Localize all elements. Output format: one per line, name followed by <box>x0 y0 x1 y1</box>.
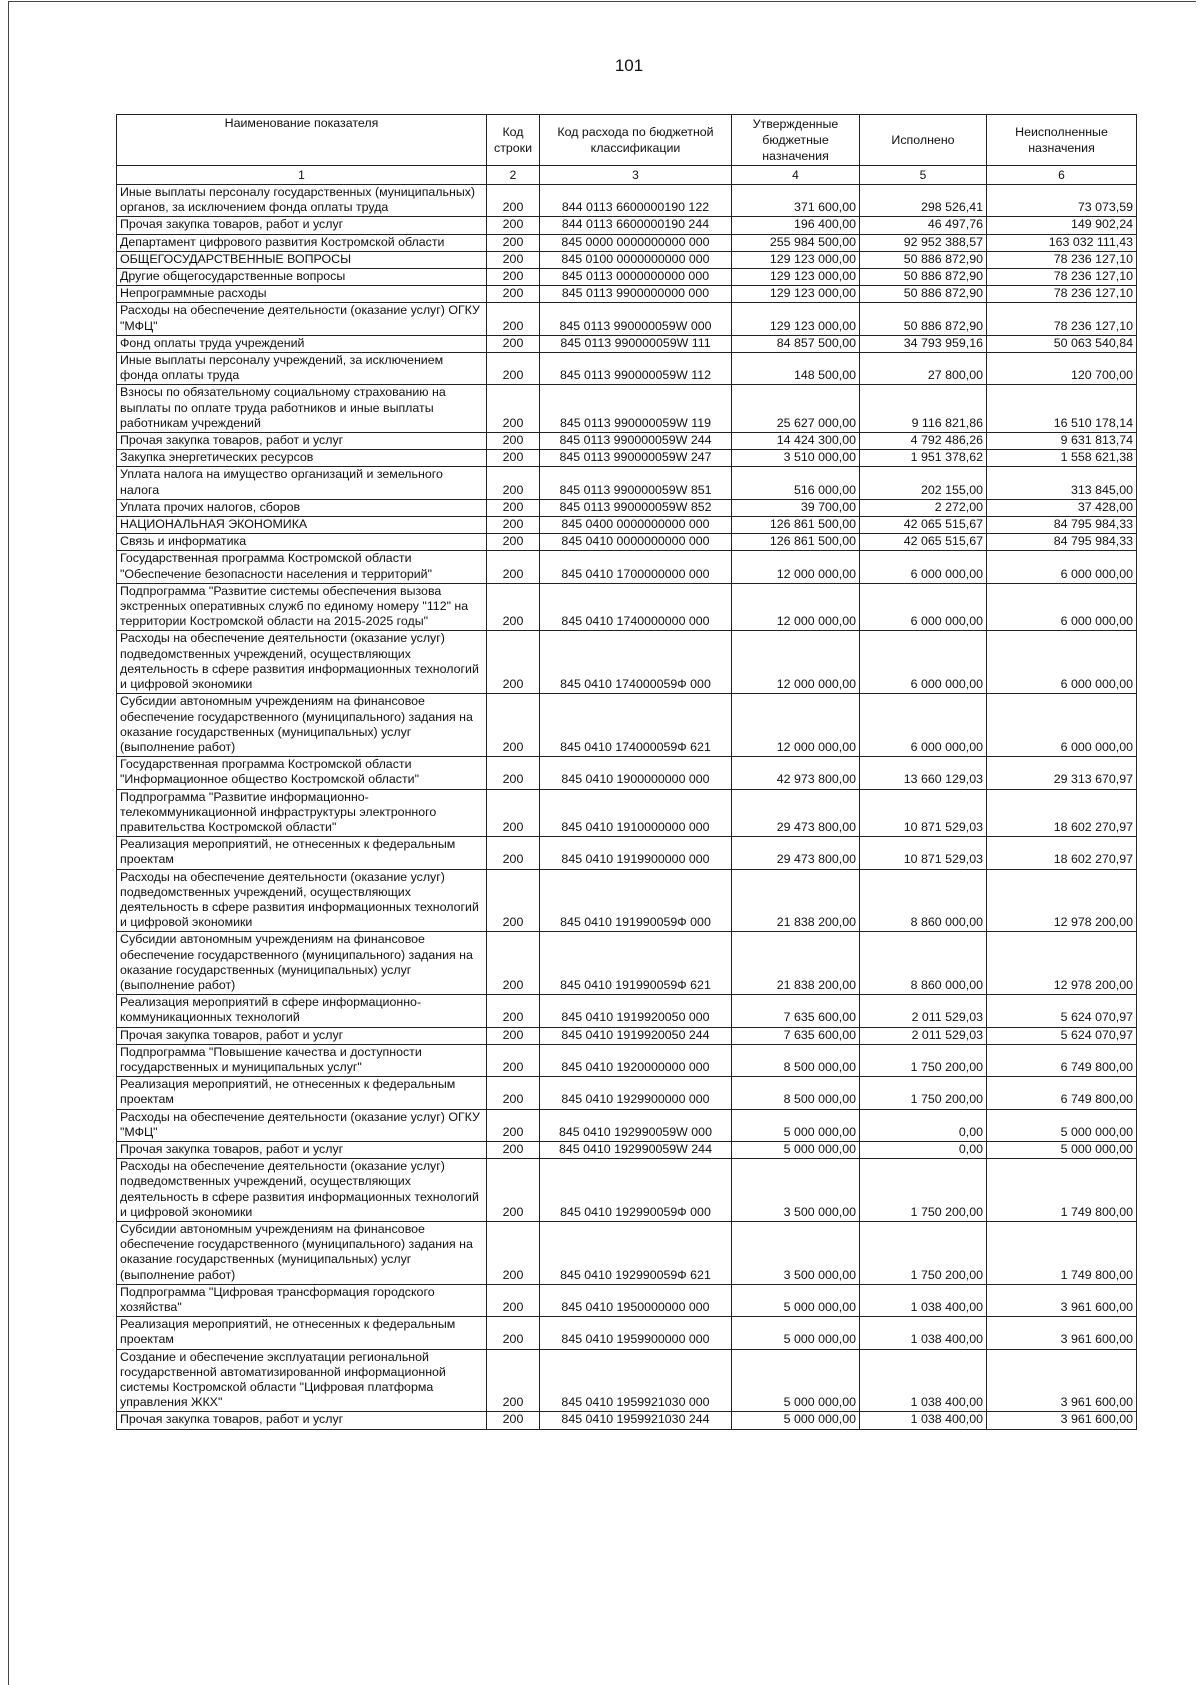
row-name-cell: Подпрограмма "Цифровая трансформация городского хозяйства" <box>117 1284 487 1316</box>
executed-amount-cell: 8 860 000,00 <box>860 869 987 932</box>
row-name-cell: Государственная программа Костромской области "Обеспечение безопасности населения и территорий" <box>117 551 487 583</box>
executed-amount-cell: 34 793 959,16 <box>860 335 987 352</box>
budget-code-cell: 845 0113 0000000000 000 <box>540 269 732 286</box>
table-row <box>117 995 1137 1027</box>
budget-code-cell: 845 0113 990000059W 247 <box>540 450 732 467</box>
row-name-cell: Реализация мероприятий в сфере информационно-коммуникационных технологий <box>117 995 487 1027</box>
row-code-cell: 200 <box>487 757 540 789</box>
row-code-cell: 200 <box>487 251 540 268</box>
unexecuted-amount-cell: 84 795 984,33 <box>987 534 1137 551</box>
budget-code-cell: 845 0100 0000000000 000 <box>540 251 732 268</box>
executed-amount-cell: 1 750 200,00 <box>860 1222 987 1285</box>
executed-amount-cell: 92 952 388,57 <box>860 234 987 251</box>
executed-amount-cell: 6 000 000,00 <box>860 583 987 631</box>
row-name-cell: Расходы на обеспечение деятельности (оказание услуг) ОГКУ "МФЦ" <box>117 303 487 335</box>
approved-amount-cell: 371 600,00 <box>732 185 860 217</box>
budget-code-cell: 845 0113 990000059W 852 <box>540 499 732 516</box>
row-code-cell: 200 <box>487 185 540 217</box>
row-name-cell: Прочая закупка товаров, работ и услуг <box>117 1412 487 1429</box>
row-name-cell: Связь и информатика <box>117 534 487 551</box>
approved-amount-cell: 5 000 000,00 <box>732 1349 860 1412</box>
executed-amount-cell: 202 155,00 <box>860 467 987 499</box>
unexecuted-amount-cell: 9 631 813,74 <box>987 433 1137 450</box>
table-header-row <box>117 115 1137 166</box>
approved-amount-cell: 196 400,00 <box>732 217 860 234</box>
column-number: 4 <box>732 166 860 185</box>
row-code-cell: 200 <box>487 837 540 869</box>
executed-amount-cell: 46 497,76 <box>860 217 987 234</box>
row-name-cell: Создание и обеспечение эксплуатации региональной государственной автоматизированной информационной системы Костромской области "Цифровая платформа управления ЖКХ" <box>117 1349 487 1412</box>
budget-code-cell: 845 0113 990000059W 851 <box>540 467 732 499</box>
row-code-cell: 200 <box>487 1141 540 1158</box>
executed-amount-cell: 1 038 400,00 <box>860 1317 987 1349</box>
row-name-cell: Иные выплаты персоналу учреждений, за исключением фонда оплаты труда <box>117 353 487 385</box>
executed-amount-cell: 8 860 000,00 <box>860 932 987 995</box>
table-row <box>117 303 1137 335</box>
budget-code-cell: 845 0410 1919900000 000 <box>540 837 732 869</box>
row-name-cell: Уплата налога на имущество организаций и земельного налога <box>117 467 487 499</box>
unexecuted-amount-cell: 6 000 000,00 <box>987 631 1137 694</box>
budget-code-cell: 845 0410 0000000000 000 <box>540 534 732 551</box>
approved-amount-cell: 3 500 000,00 <box>732 1222 860 1285</box>
table-row <box>117 789 1137 837</box>
row-name-cell: НАЦИОНАЛЬНАЯ ЭКОНОМИКА <box>117 517 487 534</box>
column-header-budget-code: Код расхода по бюджетной классификации <box>540 115 732 166</box>
column-number-row <box>117 166 1137 185</box>
approved-amount-cell: 3 500 000,00 <box>732 1159 860 1222</box>
row-name-cell: Уплата прочих налогов, сборов <box>117 499 487 516</box>
executed-amount-cell: 298 526,41 <box>860 185 987 217</box>
table-row <box>117 1159 1137 1222</box>
executed-amount-cell: 0,00 <box>860 1109 987 1141</box>
budget-code-cell: 844 0113 6600000190 122 <box>540 185 732 217</box>
executed-amount-cell: 6 000 000,00 <box>860 694 987 757</box>
unexecuted-amount-cell: 12 978 200,00 <box>987 869 1137 932</box>
table-row <box>117 1317 1137 1349</box>
budget-code-cell: 845 0410 1959900000 000 <box>540 1317 732 1349</box>
table-row <box>117 467 1137 499</box>
row-code-cell: 200 <box>487 1349 540 1412</box>
budget-code-cell: 844 0113 6600000190 244 <box>540 217 732 234</box>
budget-code-cell: 845 0410 1700000000 000 <box>540 551 732 583</box>
unexecuted-amount-cell: 6 000 000,00 <box>987 583 1137 631</box>
table-row <box>117 1412 1137 1429</box>
table-row <box>117 932 1137 995</box>
row-code-cell: 200 <box>487 353 540 385</box>
executed-amount-cell: 1 038 400,00 <box>860 1284 987 1316</box>
approved-amount-cell: 129 123 000,00 <box>732 269 860 286</box>
approved-amount-cell: 29 473 800,00 <box>732 837 860 869</box>
budget-code-cell: 845 0410 192990059Ф 621 <box>540 1222 732 1285</box>
executed-amount-cell: 1 750 200,00 <box>860 1159 987 1222</box>
budget-code-cell: 845 0410 1740000000 000 <box>540 583 732 631</box>
executed-amount-cell: 9 116 821,86 <box>860 385 987 433</box>
unexecuted-amount-cell: 3 961 600,00 <box>987 1284 1137 1316</box>
row-code-cell: 200 <box>487 450 540 467</box>
approved-amount-cell: 39 700,00 <box>732 499 860 516</box>
row-name-cell: Расходы на обеспечение деятельности (оказание услуг) ОГКУ "МФЦ" <box>117 1109 487 1141</box>
table-row <box>117 517 1137 534</box>
unexecuted-amount-cell: 3 961 600,00 <box>987 1317 1137 1349</box>
row-name-cell: Прочая закупка товаров, работ и услуг <box>117 1027 487 1044</box>
row-code-cell: 200 <box>487 303 540 335</box>
table-row <box>117 1349 1137 1412</box>
unexecuted-amount-cell: 78 236 127,10 <box>987 251 1137 268</box>
executed-amount-cell: 4 792 486,26 <box>860 433 987 450</box>
row-name-cell: Прочая закупка товаров, работ и услуг <box>117 433 487 450</box>
approved-amount-cell: 3 510 000,00 <box>732 450 860 467</box>
approved-amount-cell: 12 000 000,00 <box>732 583 860 631</box>
row-code-cell: 200 <box>487 694 540 757</box>
table-row <box>117 1109 1137 1141</box>
page-border-left <box>8 1 9 1685</box>
budget-execution-table <box>116 114 1137 1430</box>
approved-amount-cell: 12 000 000,00 <box>732 631 860 694</box>
approved-amount-cell: 21 838 200,00 <box>732 869 860 932</box>
approved-amount-cell: 516 000,00 <box>732 467 860 499</box>
executed-amount-cell: 50 886 872,90 <box>860 303 987 335</box>
approved-amount-cell: 14 424 300,00 <box>732 433 860 450</box>
table-row <box>117 757 1137 789</box>
unexecuted-amount-cell: 3 961 600,00 <box>987 1349 1137 1412</box>
unexecuted-amount-cell: 1 558 621,38 <box>987 450 1137 467</box>
page-border-top <box>8 1 1196 2</box>
column-header-unexecuted: Неисполненные назначения <box>987 115 1137 166</box>
budget-code-cell: 845 0410 1929900000 000 <box>540 1077 732 1109</box>
row-name-cell: Взносы по обязательному социальному страхованию на выплаты по оплате труда работников и иные выплаты работникам учреждений <box>117 385 487 433</box>
executed-amount-cell: 10 871 529,03 <box>860 837 987 869</box>
row-name-cell: Подпрограмма "Повышение качества и доступности государственных и муниципальных услуг" <box>117 1044 487 1076</box>
table-row <box>117 217 1137 234</box>
column-number: 6 <box>987 166 1137 185</box>
executed-amount-cell: 1 750 200,00 <box>860 1077 987 1109</box>
unexecuted-amount-cell: 29 313 670,97 <box>987 757 1137 789</box>
approved-amount-cell: 129 123 000,00 <box>732 251 860 268</box>
row-name-cell: Подпрограмма "Развитие информационно-телекоммуникационной инфраструктуры электронного правительства Костромской области" <box>117 789 487 837</box>
row-code-cell: 200 <box>487 269 540 286</box>
executed-amount-cell: 13 660 129,03 <box>860 757 987 789</box>
row-code-cell: 200 <box>487 583 540 631</box>
approved-amount-cell: 255 984 500,00 <box>732 234 860 251</box>
approved-amount-cell: 12 000 000,00 <box>732 551 860 583</box>
column-number: 5 <box>860 166 987 185</box>
executed-amount-cell: 1 038 400,00 <box>860 1412 987 1429</box>
row-name-cell: ОБЩЕГОСУДАРСТВЕННЫЕ ВОПРОСЫ <box>117 251 487 268</box>
budget-code-cell: 845 0410 191990059Ф 621 <box>540 932 732 995</box>
executed-amount-cell: 6 000 000,00 <box>860 631 987 694</box>
unexecuted-amount-cell: 313 845,00 <box>987 467 1137 499</box>
row-name-cell: Реализация мероприятий, не отнесенных к федеральным проектам <box>117 1317 487 1349</box>
row-name-cell: Закупка энергетических ресурсов <box>117 450 487 467</box>
row-name-cell: Субсидии автономным учреждениям на финансовое обеспечение государственного (муниципального) задания на оказание государственных (муниципальных) услуг (выполнение работ) <box>117 1222 487 1285</box>
executed-amount-cell: 50 886 872,90 <box>860 251 987 268</box>
table-row <box>117 335 1137 352</box>
row-code-cell: 200 <box>487 217 540 234</box>
table-row <box>117 251 1137 268</box>
row-code-cell: 200 <box>487 499 540 516</box>
unexecuted-amount-cell: 3 961 600,00 <box>987 1412 1137 1429</box>
row-name-cell: Прочая закупка товаров, работ и услуг <box>117 217 487 234</box>
approved-amount-cell: 8 500 000,00 <box>732 1044 860 1076</box>
table-row <box>117 433 1137 450</box>
unexecuted-amount-cell: 6 749 800,00 <box>987 1077 1137 1109</box>
budget-code-cell: 845 0410 192990059W 244 <box>540 1141 732 1158</box>
executed-amount-cell: 50 886 872,90 <box>860 269 987 286</box>
executed-amount-cell: 2 011 529,03 <box>860 995 987 1027</box>
row-name-cell: Непрограммные расходы <box>117 286 487 303</box>
unexecuted-amount-cell: 12 978 200,00 <box>987 932 1137 995</box>
unexecuted-amount-cell: 6 000 000,00 <box>987 551 1137 583</box>
unexecuted-amount-cell: 78 236 127,10 <box>987 286 1137 303</box>
unexecuted-amount-cell: 78 236 127,10 <box>987 269 1137 286</box>
approved-amount-cell: 5 000 000,00 <box>732 1412 860 1429</box>
unexecuted-amount-cell: 50 063 540,84 <box>987 335 1137 352</box>
row-name-cell: Расходы на обеспечение деятельности (оказание услуг) подведомственных учреждений, осуществляющих деятельность в сфере развития информационных технологий и цифровой экономики <box>117 869 487 932</box>
page-number: 101 <box>614 56 644 75</box>
executed-amount-cell: 1 038 400,00 <box>860 1349 987 1412</box>
table-row <box>117 234 1137 251</box>
table-row <box>117 269 1137 286</box>
approved-amount-cell: 5 000 000,00 <box>732 1109 860 1141</box>
row-name-cell: Расходы на обеспечение деятельности (оказание услуг) подведомственных учреждений, осуществляющих деятельность в сфере развития информационных технологий и цифровой экономики <box>117 1159 487 1222</box>
column-number: 2 <box>487 166 540 185</box>
budget-code-cell: 845 0113 990000059W 112 <box>540 353 732 385</box>
budget-code-cell: 845 0410 1959921030 000 <box>540 1349 732 1412</box>
unexecuted-amount-cell: 73 073,59 <box>987 185 1137 217</box>
unexecuted-amount-cell: 18 602 270,97 <box>987 789 1137 837</box>
approved-amount-cell: 8 500 000,00 <box>732 1077 860 1109</box>
unexecuted-amount-cell: 37 428,00 <box>987 499 1137 516</box>
unexecuted-amount-cell: 6 749 800,00 <box>987 1044 1137 1076</box>
executed-amount-cell: 1 951 378,62 <box>860 450 987 467</box>
unexecuted-amount-cell: 120 700,00 <box>987 353 1137 385</box>
row-code-cell: 200 <box>487 433 540 450</box>
approved-amount-cell: 21 838 200,00 <box>732 932 860 995</box>
row-code-cell: 200 <box>487 932 540 995</box>
column-number: 3 <box>540 166 732 185</box>
unexecuted-amount-cell: 1 749 800,00 <box>987 1159 1137 1222</box>
approved-amount-cell: 126 861 500,00 <box>732 517 860 534</box>
row-name-cell: Подпрограмма "Развитие системы обеспечения вызова экстренных оперативных служб по единому номеру "112" на территории Костромской области на 2015-2025 годы" <box>117 583 487 631</box>
row-name-cell: Государственная программа Костромской области "Информационное общество Костромской области" <box>117 757 487 789</box>
budget-code-cell: 845 0400 0000000000 000 <box>540 517 732 534</box>
unexecuted-amount-cell: 6 000 000,00 <box>987 694 1137 757</box>
row-name-cell: Иные выплаты персоналу государственных (муниципальных) органов, за исключением фонда оплаты труда <box>117 185 487 217</box>
budget-code-cell: 845 0410 192990059Ф 000 <box>540 1159 732 1222</box>
executed-amount-cell: 27 800,00 <box>860 353 987 385</box>
unexecuted-amount-cell: 5 000 000,00 <box>987 1141 1137 1158</box>
row-code-cell: 200 <box>487 1317 540 1349</box>
row-name-cell: Департамент цифрового развития Костромской области <box>117 234 487 251</box>
budget-code-cell: 845 0113 990000059W 119 <box>540 385 732 433</box>
budget-code-cell: 845 0113 990000059W 244 <box>540 433 732 450</box>
budget-code-cell: 845 0410 1900000000 000 <box>540 757 732 789</box>
unexecuted-amount-cell: 84 795 984,33 <box>987 517 1137 534</box>
row-code-cell: 200 <box>487 1027 540 1044</box>
unexecuted-amount-cell: 18 602 270,97 <box>987 837 1137 869</box>
row-code-cell: 200 <box>487 551 540 583</box>
row-name-cell: Субсидии автономным учреждениям на финансовое обеспечение государственного (муниципального) задания на оказание государственных (муниципальных) услуг (выполнение работ) <box>117 694 487 757</box>
budget-code-cell: 845 0410 1959921030 244 <box>540 1412 732 1429</box>
table-body <box>117 185 1137 1430</box>
column-header-name: Наименование показателя <box>117 115 487 166</box>
row-code-cell: 200 <box>487 467 540 499</box>
column-header-row-code: Код строки <box>487 115 540 166</box>
table-row <box>117 837 1137 869</box>
row-code-cell: 200 <box>487 1077 540 1109</box>
unexecuted-amount-cell: 5 000 000,00 <box>987 1109 1137 1141</box>
column-number: 1 <box>117 166 487 185</box>
row-name-cell: Реализация мероприятий, не отнесенных к федеральным проектам <box>117 1077 487 1109</box>
unexecuted-amount-cell: 1 749 800,00 <box>987 1222 1137 1285</box>
budget-code-cell: 845 0410 1919920050 244 <box>540 1027 732 1044</box>
table-row <box>117 694 1137 757</box>
table-row <box>117 450 1137 467</box>
budget-code-cell: 845 0410 174000059Ф 000 <box>540 631 732 694</box>
budget-code-cell: 845 0410 1910000000 000 <box>540 789 732 837</box>
row-code-cell: 200 <box>487 517 540 534</box>
row-code-cell: 200 <box>487 534 540 551</box>
approved-amount-cell: 5 000 000,00 <box>732 1284 860 1316</box>
row-code-cell: 200 <box>487 1044 540 1076</box>
budget-code-cell: 845 0410 1920000000 000 <box>540 1044 732 1076</box>
approved-amount-cell: 84 857 500,00 <box>732 335 860 352</box>
row-code-cell: 200 <box>487 335 540 352</box>
executed-amount-cell: 1 750 200,00 <box>860 1044 987 1076</box>
row-code-cell: 200 <box>487 286 540 303</box>
unexecuted-amount-cell: 163 032 111,43 <box>987 234 1137 251</box>
table-row <box>117 1027 1137 1044</box>
table-row <box>117 1077 1137 1109</box>
row-code-cell: 200 <box>487 385 540 433</box>
executed-amount-cell: 6 000 000,00 <box>860 551 987 583</box>
row-code-cell: 200 <box>487 869 540 932</box>
budget-code-cell: 845 0410 174000059Ф 621 <box>540 694 732 757</box>
table-row <box>117 869 1137 932</box>
budget-code-cell: 845 0410 1919920050 000 <box>540 995 732 1027</box>
row-name-cell: Фонд оплаты труда учреждений <box>117 335 487 352</box>
row-name-cell: Расходы на обеспечение деятельности (оказание услуг) подведомственных учреждений, осуществляющих деятельность в сфере развития информационных технологий и цифровой экономики <box>117 631 487 694</box>
executed-amount-cell: 42 065 515,67 <box>860 517 987 534</box>
row-code-cell: 200 <box>487 1412 540 1429</box>
approved-amount-cell: 7 635 600,00 <box>732 1027 860 1044</box>
approved-amount-cell: 129 123 000,00 <box>732 286 860 303</box>
approved-amount-cell: 12 000 000,00 <box>732 694 860 757</box>
unexecuted-amount-cell: 149 902,24 <box>987 217 1137 234</box>
table-row <box>117 385 1137 433</box>
unexecuted-amount-cell: 5 624 070,97 <box>987 1027 1137 1044</box>
executed-amount-cell: 10 871 529,03 <box>860 789 987 837</box>
approved-amount-cell: 42 973 800,00 <box>732 757 860 789</box>
approved-amount-cell: 5 000 000,00 <box>732 1317 860 1349</box>
executed-amount-cell: 0,00 <box>860 1141 987 1158</box>
row-code-cell: 200 <box>487 1222 540 1285</box>
approved-amount-cell: 129 123 000,00 <box>732 303 860 335</box>
budget-code-cell: 845 0410 191990059Ф 000 <box>540 869 732 932</box>
row-name-cell: Субсидии автономным учреждениям на финансовое обеспечение государственного (муниципального) задания на оказание государственных (муниципальных) услуг (выполнение работ) <box>117 932 487 995</box>
row-code-cell: 200 <box>487 631 540 694</box>
unexecuted-amount-cell: 78 236 127,10 <box>987 303 1137 335</box>
approved-amount-cell: 148 500,00 <box>732 353 860 385</box>
executed-amount-cell: 42 065 515,67 <box>860 534 987 551</box>
row-name-cell: Прочая закупка товаров, работ и услуг <box>117 1141 487 1158</box>
row-code-cell: 200 <box>487 1109 540 1141</box>
approved-amount-cell: 29 473 800,00 <box>732 789 860 837</box>
table-row <box>117 353 1137 385</box>
table-row <box>117 534 1137 551</box>
column-header-approved: Утвержденные бюджетные назначения <box>732 115 860 166</box>
column-header-executed: Исполнено <box>860 115 987 166</box>
budget-code-cell: 845 0410 1950000000 000 <box>540 1284 732 1316</box>
budget-code-cell: 845 0410 192990059W 000 <box>540 1109 732 1141</box>
table-row <box>117 631 1137 694</box>
row-code-cell: 200 <box>487 995 540 1027</box>
table-row <box>117 1044 1137 1076</box>
table-row <box>117 1284 1137 1316</box>
row-name-cell: Реализация мероприятий, не отнесенных к федеральным проектам <box>117 837 487 869</box>
approved-amount-cell: 25 627 000,00 <box>732 385 860 433</box>
unexecuted-amount-cell: 5 624 070,97 <box>987 995 1137 1027</box>
executed-amount-cell: 50 886 872,90 <box>860 286 987 303</box>
table-row <box>117 499 1137 516</box>
budget-code-cell: 845 0000 0000000000 000 <box>540 234 732 251</box>
table-row <box>117 185 1137 217</box>
row-name-cell: Другие общегосударственные вопросы <box>117 269 487 286</box>
budget-code-cell: 845 0113 990000059W 111 <box>540 335 732 352</box>
approved-amount-cell: 7 635 600,00 <box>732 995 860 1027</box>
row-code-cell: 200 <box>487 1159 540 1222</box>
row-code-cell: 200 <box>487 1284 540 1316</box>
executed-amount-cell: 2 011 529,03 <box>860 1027 987 1044</box>
table-row <box>117 551 1137 583</box>
budget-code-cell: 845 0113 990000059W 000 <box>540 303 732 335</box>
row-code-cell: 200 <box>487 234 540 251</box>
table-row <box>117 583 1137 631</box>
row-code-cell: 200 <box>487 789 540 837</box>
table-row <box>117 1222 1137 1285</box>
executed-amount-cell: 2 272,00 <box>860 499 987 516</box>
approved-amount-cell: 126 861 500,00 <box>732 534 860 551</box>
unexecuted-amount-cell: 16 510 178,14 <box>987 385 1137 433</box>
approved-amount-cell: 5 000 000,00 <box>732 1141 860 1158</box>
table-row <box>117 286 1137 303</box>
table-row <box>117 1141 1137 1158</box>
budget-code-cell: 845 0113 9900000000 000 <box>540 286 732 303</box>
